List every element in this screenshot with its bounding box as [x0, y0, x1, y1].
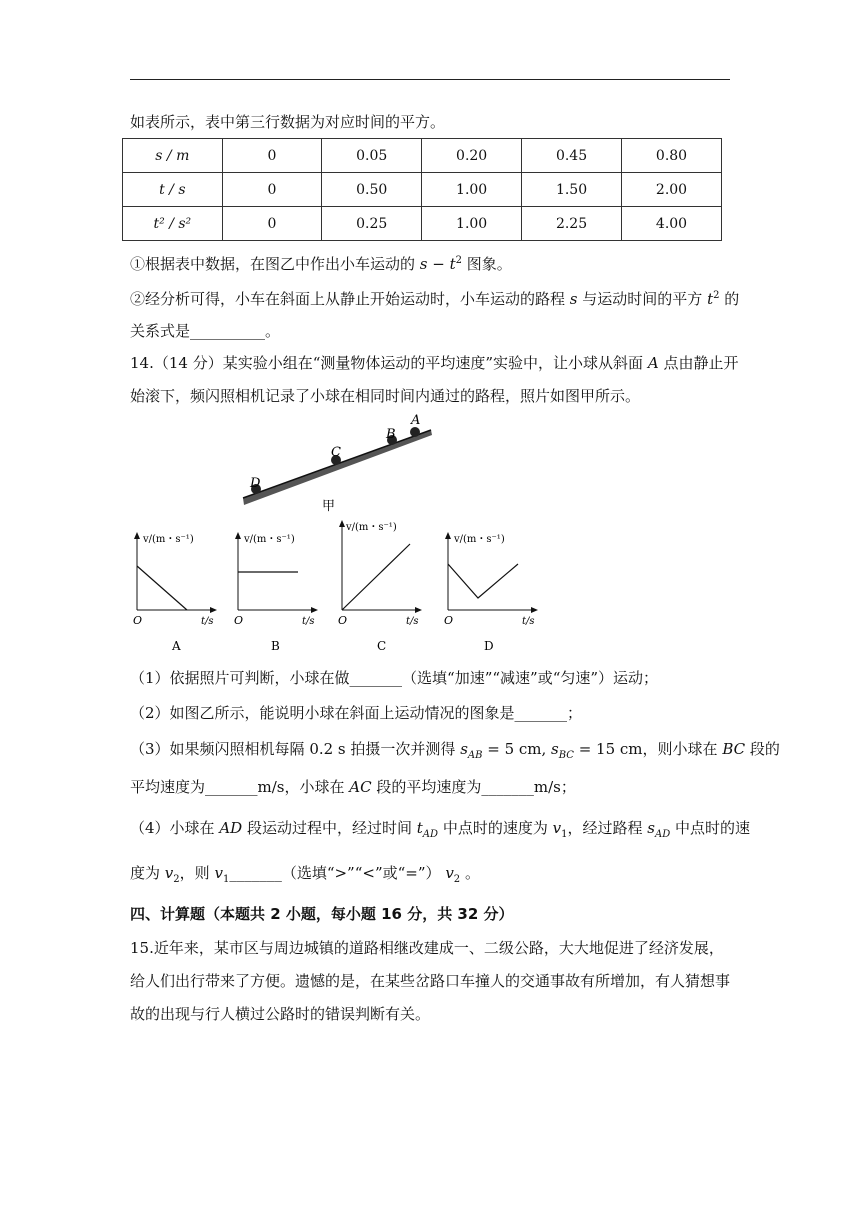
point-label-b: B: [386, 427, 396, 442]
graph-d-label: D: [484, 639, 494, 653]
graph-b-y-arrow: [235, 532, 241, 539]
table-cell: 0: [222, 139, 322, 173]
graph-a-ylabel: v/(m・s⁻¹): [143, 534, 194, 545]
data-table: [122, 138, 722, 241]
q13-item2-line2: 关系式是__________。: [130, 322, 281, 340]
table-cell: 2.25: [522, 207, 622, 241]
graph-d-y-arrow: [445, 532, 451, 539]
graph-a-svg: [125, 530, 225, 655]
ball-a: [410, 427, 420, 437]
q14-part4-text-e: 中点时的速: [675, 819, 751, 837]
q14-line1-text-end: 点由静止开: [663, 354, 739, 372]
q13-item2-text: ②经分析可得，小车在斜面上从静止开始运动时，小车运动的路程: [130, 290, 566, 308]
incline-ramp: [243, 430, 432, 505]
incline-figure: [235, 412, 445, 521]
q14-part4-text-b: 段运动过程中，经过时间: [246, 819, 412, 837]
row-label: t² / s²: [123, 207, 223, 241]
q14-part4-text: （4）小球在: [130, 819, 215, 837]
graph-d-x-arrow: [531, 607, 538, 613]
graph-b-svg: [226, 530, 326, 655]
q14-part3-text-end: 段的: [749, 740, 780, 758]
q14-part4-line2-text-g: ，则: [179, 864, 210, 882]
q14-part3-text-mid: ，则小球在: [642, 740, 718, 758]
table-cell: 1.50: [522, 173, 622, 207]
q15-line2: 给人们出行带来了方便。遗憾的是，在某些岔路口车撞人的交通事故有所增加，有人猜想事: [130, 972, 731, 990]
graph-b-ylabel: v/(m・s⁻¹): [244, 534, 295, 545]
q14-part3-text: （3）如果频闪照相机每隔 0.2 s 拍摄一次并测得: [130, 740, 456, 758]
graph-b: [226, 530, 326, 659]
graph-c-label: C: [377, 639, 387, 653]
q13-item2-text-mid: 与运动时间的平方: [582, 290, 703, 308]
table-row: [123, 207, 722, 241]
q13-item1-text: ①根据表中数据，在图乙中作出小车运动的: [130, 255, 416, 273]
table-cell: 0.50: [322, 173, 422, 207]
graph-a-origin: O: [133, 614, 143, 627]
table-cell: 0.80: [622, 139, 722, 173]
q14-part3-line2-text: 平均速度为_______m/s，小球在: [130, 778, 345, 796]
graph-c: [330, 518, 430, 659]
graph-a-y-arrow: [134, 532, 140, 539]
q14-part4-line2-text: 度为: [130, 864, 161, 882]
table-cell: 1.00: [422, 207, 522, 241]
q14-line2: 始滚下，频闪照相机记录了小球在相同时间内通过的路程，照片如图甲所示。: [130, 387, 641, 405]
table-cell: 0: [222, 173, 322, 207]
table-cell: 0.25: [322, 207, 422, 241]
table-cell: 0.45: [522, 139, 622, 173]
graph-c-ylabel: v/(m・s⁻¹): [346, 522, 397, 533]
row-label: s / m: [123, 139, 223, 173]
q13-item2-text-end: 的: [724, 290, 740, 308]
graph-d-ylabel: v/(m・s⁻¹): [454, 534, 505, 545]
graph-a-line: [137, 566, 187, 610]
q14-part3-line2: 平均速度为_______m/s，小球在 AC 段的平均速度为_______m/s；: [130, 778, 576, 796]
intro-text: 如表所示，表中第三行数据为对应时间的平方。: [130, 113, 446, 131]
q14-part1: （1）依据照片可判断，小球在做_______（选填“加速”“减速”或“匀速”）运动；: [130, 669, 659, 687]
graph-d-line: [448, 564, 518, 598]
graph-d-svg: [436, 530, 546, 655]
graph-b-label: B: [271, 639, 280, 653]
graph-a-xlabel: t/s: [201, 616, 214, 627]
q13-item1: ①根据表中数据，在图乙中作出小车运动的 $s - t^2$ 图象。: [130, 255, 512, 273]
q13-item2: ②经分析可得，小车在斜面上从静止开始运动时，小车运动的路程 s 与运动时间的平方 $t^2$ 的: [130, 290, 740, 308]
table-cell: 0: [222, 207, 322, 241]
table-cell: 0.05: [322, 139, 422, 173]
incline-svg: [235, 412, 445, 517]
point-label-c: C: [331, 445, 341, 460]
q14-line1: 14.（14 分）某实验小组在“测量物体运动的平均速度”实验中，让小球从斜面 A 点由静止开: [130, 354, 739, 372]
q14-part4-line2: 度为 $v_2$，则 $v_1\_\_\_\_\_\_\_$（选填“>”“<”或“=”） $v_2$ 。: [130, 864, 480, 885]
graph-b-xlabel: t/s: [302, 616, 315, 627]
graph-c-origin: O: [338, 614, 348, 627]
graph-d-xlabel: t/s: [522, 616, 535, 627]
row-label: t / s: [123, 173, 223, 207]
q14-line1-text: 14.（14 分）某实验小组在“测量物体运动的平均速度”实验中，让小球从斜面: [130, 354, 644, 372]
table-cell: 1.00: [422, 173, 522, 207]
table-cell: 0.20: [422, 139, 522, 173]
section4-title: 四、计算题（本题共 2 小题，每小题 16 分，共 32 分）: [130, 905, 514, 923]
table-row: [123, 139, 722, 173]
q14-part3: （3）如果频闪照相机每隔 0.2 s 拍摄一次并测得 $s_{AB} = 5$ cm, $s_{BC} = 15$ cm，则小球在 BC 段的: [130, 740, 780, 761]
q14-part4-text-c: 中点时的速度为: [442, 819, 548, 837]
point-label-d: D: [250, 476, 261, 491]
figure-caption: 甲: [322, 499, 336, 514]
point-label-a: A: [411, 413, 421, 428]
graph-c-xlabel: t/s: [406, 616, 419, 627]
graph-a: [125, 530, 225, 659]
q14-part2: （2）如图乙所示，能说明小球在斜面上运动情况的图象是_______；: [130, 704, 583, 722]
graph-c-svg: [330, 518, 430, 655]
table-row: [123, 173, 722, 207]
q14-part4-line2-text-h: _______（选填“>”“<”或“=”）: [229, 864, 441, 882]
header-rule: [130, 79, 730, 80]
table-cell: 2.00: [622, 173, 722, 207]
q14-part4-text-d: ，经过路程: [567, 819, 643, 837]
q15-line3: 故的出现与行人横过公路时的错误判断有关。: [130, 1005, 431, 1023]
q15-line1: 15.近年来，某市区与周边城镇的道路相继改建成一、二级公路，大大地促进了经济发展，: [130, 939, 724, 957]
q14-part3-line2-text-end: 段的平均速度为_______m/s；: [376, 778, 576, 796]
table-cell: 4.00: [622, 207, 722, 241]
graph-b-origin: O: [234, 614, 244, 627]
q14-part4: （4）小球在 AD 段运动过程中，经过时间 $t_{AD}$ 中点时的速度为 $v_1$，经过路程 $s_{AD}$ 中点时的速: [130, 819, 751, 840]
graph-d: [436, 530, 546, 659]
graph-d-origin: O: [444, 614, 454, 627]
graph-c-x-arrow: [415, 607, 422, 613]
graph-c-y-arrow: [339, 520, 345, 527]
q13-item1-text-end: 图象。: [466, 255, 512, 273]
graph-a-x-arrow: [210, 607, 217, 613]
graph-b-x-arrow: [311, 607, 318, 613]
q14-part4-line2-text-end: 。: [464, 864, 480, 882]
graph-c-line: [342, 544, 410, 610]
graph-a-label: A: [172, 639, 181, 653]
